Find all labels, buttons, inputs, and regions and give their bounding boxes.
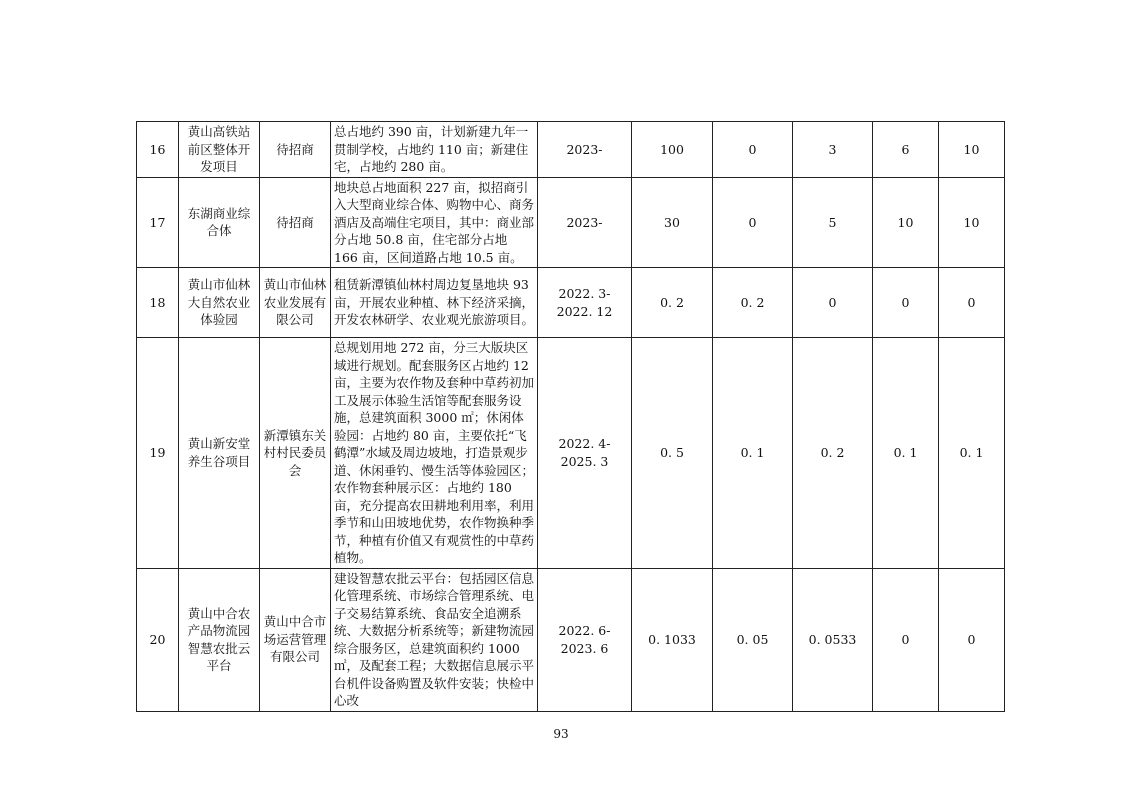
investment-col-3: 0: [873, 568, 939, 711]
project-owner: 黄山中合市场运营管理有限公司: [260, 568, 331, 711]
investment-col-3: 6: [873, 122, 939, 178]
investment-col-4: 0: [939, 268, 1005, 338]
project-table: [136, 121, 1005, 712]
project-owner: 新潭镇东关村村民委员会: [260, 338, 331, 569]
project-owner: 待招商: [260, 122, 331, 178]
table-row: [137, 338, 1005, 569]
project-period: 2023-: [538, 177, 632, 268]
investment-col-3: 0. 1: [873, 338, 939, 569]
total-investment: 0. 2: [632, 268, 713, 338]
table-row: [137, 122, 1005, 178]
investment-col-2: 3: [793, 122, 873, 178]
investment-col-4: 0: [939, 568, 1005, 711]
total-investment: 100: [632, 122, 713, 178]
investment-col-4: 10: [939, 177, 1005, 268]
page-number: 93: [553, 727, 569, 741]
project-content: 总占地约 390 亩，计划新建九年一贯制学校，占地约 110 亩；新建住宅，占地约 280 亩。: [331, 122, 538, 178]
project-name: 黄山中合农产品物流园智慧农批云平台: [179, 568, 260, 711]
project-owner: 黄山市仙林农业发展有限公司: [260, 268, 331, 338]
row-number: 19: [137, 338, 179, 569]
investment-col-2: 0: [793, 268, 873, 338]
project-name: 黄山市仙林大自然农业体验园: [179, 268, 260, 338]
row-number: 17: [137, 177, 179, 268]
investment-col-1: 0. 2: [713, 268, 793, 338]
project-content: 总规划用地 272 亩，分三大版块区域进行规划。配套服务区占地约 12 亩，主要为农作物及套种中草药初加工及展示体验生活馆等配套服务设施，总建筑面积 3000 ㎡；休闲体验园：占地约 80 亩，主要依托“飞鹤潭”水域及周边坡地，打造景观步道、休闲垂钓、慢生活等体验园区；农作物套种展示区：占地约 180 亩，充分提高农田耕地利用率，利用季节和山田坡地优势，农作物换种季节，种植有价值又有观赏性的中草药植物。: [331, 338, 538, 569]
table-row: [137, 268, 1005, 338]
investment-col-1: 0. 05: [713, 568, 793, 711]
project-name: 黄山新安堂养生谷项目: [179, 338, 260, 569]
table-row: [137, 177, 1005, 268]
total-investment: 0. 5: [632, 338, 713, 569]
total-investment: 30: [632, 177, 713, 268]
investment-col-2: 5: [793, 177, 873, 268]
project-content: 地块总占地面积 227 亩，拟招商引入大型商业综合体、购物中心、商务酒店及高端住宅项目，其中：商业部分占地 50.8 亩，住宅部分占地 166 亩，区间道路占地 10.5 亩。: [331, 177, 538, 268]
row-number: 20: [137, 568, 179, 711]
investment-col-4: 0. 1: [939, 338, 1005, 569]
investment-col-3: 0: [873, 268, 939, 338]
investment-col-2: 0. 2: [793, 338, 873, 569]
project-period: 2022. 4-2025. 3: [538, 338, 632, 569]
investment-col-1: 0: [713, 177, 793, 268]
project-content: 租赁新潭镇仙林村周边复垦地块 93 亩，开展农业种植、林下经济采摘，开发农林研学、农业观光旅游项目。: [331, 268, 538, 338]
project-period: 2022. 6-2023. 6: [538, 568, 632, 711]
project-period: 2023-: [538, 122, 632, 178]
investment-col-4: 10: [939, 122, 1005, 178]
project-owner: 待招商: [260, 177, 331, 268]
total-investment: 0. 1033: [632, 568, 713, 711]
investment-col-2: 0. 0533: [793, 568, 873, 711]
row-number: 16: [137, 122, 179, 178]
investment-col-3: 10: [873, 177, 939, 268]
project-period: 2022. 3-2022. 12: [538, 268, 632, 338]
project-content: 建设智慧农批云平台：包括园区信息化管理系统、市场综合管理系统、电子交易结算系统、食品安全追溯系统、大数据分析系统等；新建物流园综合服务区，总建筑面积约 1000 ㎡，及配套工程；大数据信息展示平台机件设备购置及软件安装；快检中心改: [331, 568, 538, 711]
investment-col-1: 0. 1: [713, 338, 793, 569]
row-number: 18: [137, 268, 179, 338]
table-row: [137, 568, 1005, 711]
project-name: 黄山高铁站前区整体开发项目: [179, 122, 260, 178]
project-name: 东湖商业综合体: [179, 177, 260, 268]
investment-col-1: 0: [713, 122, 793, 178]
